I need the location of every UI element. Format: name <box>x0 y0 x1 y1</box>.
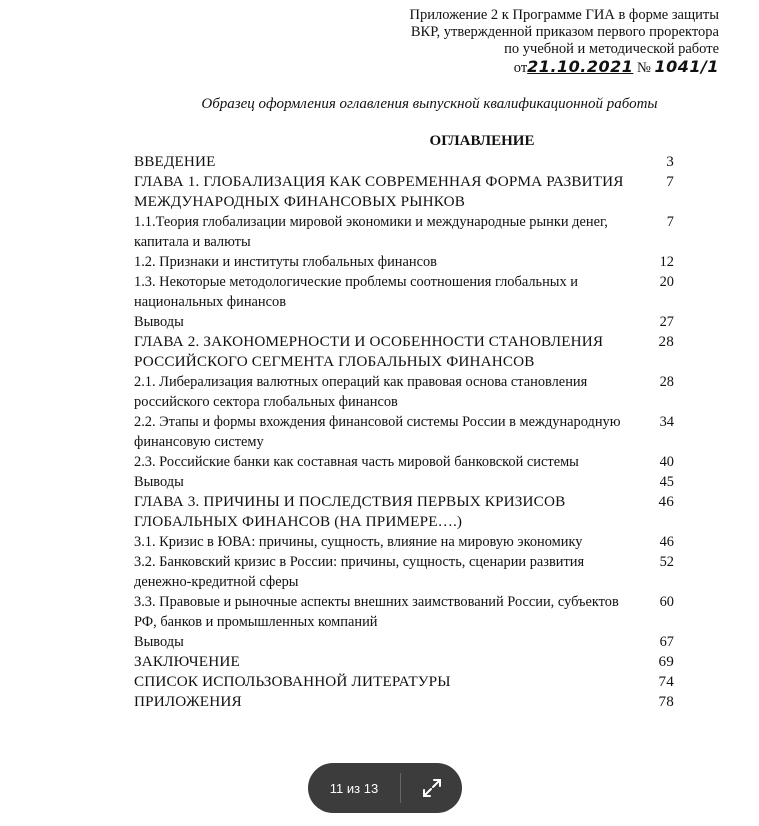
toc-entry-title: 3.1. Кризис в ЮВА: причины, сущность, влияние на мировую экономику <box>134 534 583 550</box>
date-prefix: от <box>513 60 528 76</box>
document-header <box>299 7 719 77</box>
toc-entry <box>134 212 674 252</box>
toc-entry <box>134 332 674 372</box>
page-navigator[interactable] <box>308 763 462 813</box>
toc-entry <box>134 472 674 492</box>
table-of-contents <box>134 152 674 712</box>
toc-entry-page: 52 <box>659 554 674 570</box>
toc-entry-page: 40 <box>659 454 674 470</box>
toc-entry-page: 45 <box>659 474 674 490</box>
toc-entry-title: ПРИЛОЖЕНИЯ <box>134 693 242 710</box>
toc-entry <box>134 252 674 272</box>
toc-entry-page: 69 <box>658 653 674 670</box>
toc-entry-title: Выводы <box>134 474 184 490</box>
toc-entry <box>134 632 674 652</box>
document-subtitle: Образец оформления оглавления выпускной квалификационной работы <box>201 96 658 112</box>
toc-entry <box>134 172 674 212</box>
page-counter: 11 из 13 <box>329 780 379 796</box>
toc-entry-page: 3 <box>666 153 674 170</box>
toc-entry-title: Выводы <box>134 634 184 650</box>
toc-entry <box>134 372 674 412</box>
expand-icon <box>421 777 443 799</box>
toc-entry-title: ЗАКЛЮЧЕНИЕ <box>134 653 240 670</box>
toc-entry-page: 20 <box>659 274 674 290</box>
toc-entry-page: 28 <box>658 333 674 350</box>
toc-entry-title: 2.3. Российские банки как составная часть мировой банковской системы <box>134 454 579 470</box>
toc-entry-title: 1.3. Некоторые методологические проблемы соотношения глобальных и национальных финансов <box>134 274 578 310</box>
toc-entry <box>134 652 674 672</box>
handwritten-number: 1041/1 <box>654 57 719 76</box>
toc-title: ОГЛАВЛЕНИЕ <box>429 133 535 149</box>
toc-entry <box>134 492 674 532</box>
toc-entry-title: ГЛАВА 2. ЗАКОНОМЕРНОСТИ И ОСОБЕННОСТИ СТАНОВЛЕНИЯ РОССИЙСКОГО СЕГМЕНТА ГЛОБАЛЬНЫХ ФИНАНСОВ <box>134 333 604 370</box>
toc-entry-page: 12 <box>659 254 674 270</box>
toc-entry-page: 7 <box>666 173 674 190</box>
toc-entry-title: Выводы <box>134 314 184 330</box>
toc-entry-title: 2.2. Этапы и формы вхождения финансовой системы России в международную финансовую систему <box>134 414 621 450</box>
toc-entry <box>134 152 674 172</box>
toc-entry-page: 27 <box>659 314 674 330</box>
toc-entry-title: 3.2. Банковский кризис в России: причины, сущность, сценарии развития денежно-кредитной сферы <box>134 554 585 590</box>
order-date-line <box>299 58 719 77</box>
toc-entry-page: 46 <box>659 534 674 550</box>
toc-entry-page: 28 <box>659 374 674 390</box>
toc-entry-page: 67 <box>659 634 674 650</box>
toc-entry <box>134 692 674 712</box>
number-prefix: № <box>637 60 651 76</box>
toc-entry-title: 3.3. Правовые и рыночные аспекты внешних заимствований России, субъектов РФ, банков и промышленных компаний <box>134 594 619 630</box>
toc-entry-title: ГЛАВА 1. ГЛОБАЛИЗАЦИЯ КАК СОВРЕМЕННАЯ ФОРМА РАЗВИТИЯ МЕЖДУНАРОДНЫХ ФИНАНСОВЫХ РЫНКОВ <box>134 173 624 210</box>
toc-entry-page: 34 <box>659 414 674 430</box>
toc-entry-page: 78 <box>658 693 674 710</box>
toc-entry-title: 1.2. Признаки и институты глобальных финансов <box>134 254 437 270</box>
toc-entry-title: ВВЕДЕНИЕ <box>134 153 216 170</box>
toc-entry <box>134 452 674 472</box>
toc-entry-title: СПИСОК ИСПОЛЬЗОВАННОЙ ЛИТЕРАТУРЫ <box>134 673 451 690</box>
toc-entry-page: 60 <box>659 594 674 610</box>
toc-entry-page: 46 <box>658 493 674 510</box>
toc-entry-page: 74 <box>658 673 674 690</box>
toc-entry-page: 7 <box>666 214 674 230</box>
toc-entry-title: 1.1.Теория глобализации мировой экономики и международные рынки денег, капитала и валюты <box>134 214 608 250</box>
toc-entry <box>134 272 674 312</box>
header-line-2: ВКР, утвержденной приказом первого проректора <box>410 24 719 40</box>
toc-entry <box>134 592 674 632</box>
toc-entry <box>134 312 674 332</box>
header-line-1: Приложение 2 к Программе ГИА в форме защиты <box>409 7 719 23</box>
toc-entry-title: ГЛАВА 3. ПРИЧИНЫ И ПОСЛЕДСТВИЯ ПЕРВЫХ КРИЗИСОВ ГЛОБАЛЬНЫХ ФИНАНСОВ (НА ПРИМЕРЕ….) <box>134 493 566 530</box>
expand-button[interactable] <box>401 763 462 813</box>
toc-entry <box>134 552 674 592</box>
toc-entry <box>134 532 674 552</box>
handwritten-date: 21.10.2021 <box>527 57 634 76</box>
toc-entry <box>134 412 674 452</box>
header-line-3: по учебной и методической работе <box>504 41 719 57</box>
toc-entry-title: 2.1. Либерализация валютных операций как правовая основа становления российского сектора глобальных финансов <box>134 374 588 410</box>
toc-entry <box>134 672 674 692</box>
